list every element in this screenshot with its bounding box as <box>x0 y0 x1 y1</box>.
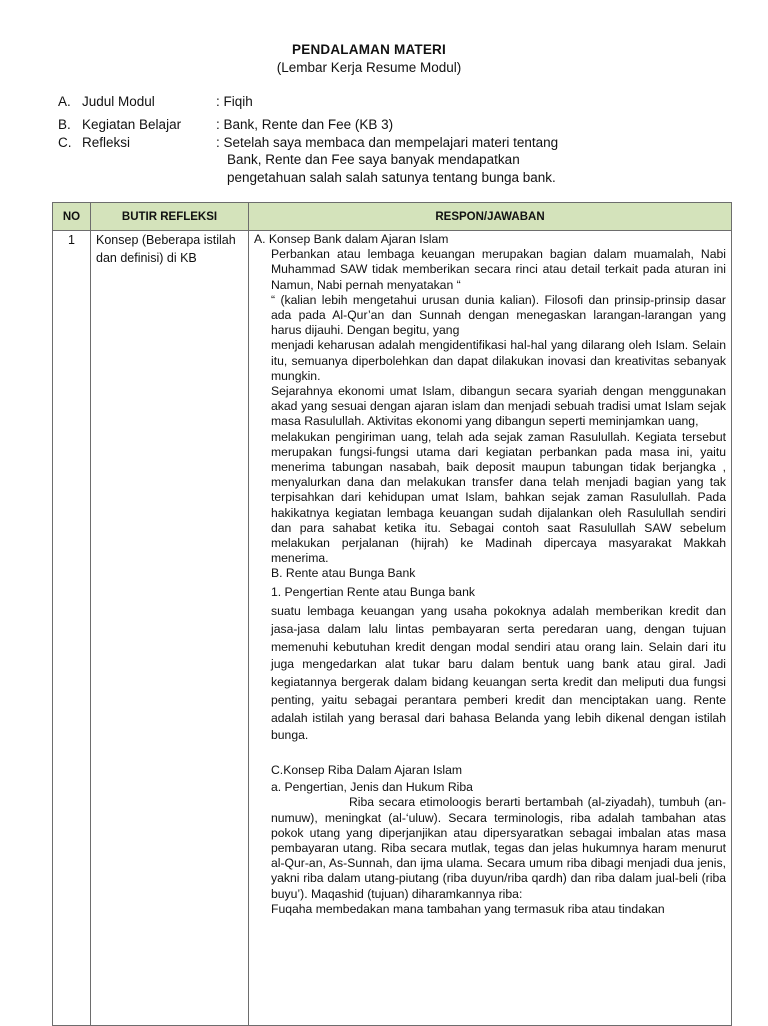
meta-key: C. <box>58 135 72 150</box>
butir-refleksi: Konsep (Beberapa istilah dan definisi) di KB <box>91 231 249 1026</box>
page-subtitle: (Lembar Kerja Resume Modul) <box>276 60 462 75</box>
section-ca-body: Riba secara etimoloogis berarti bertambah (al-ziyadah), tumbuh (an-numuw), meningkat (al-‘uluw). Secara terminologis, riba adalah tambahan atas pokok utang yang diperjanjikan atau dipersyaratkan sebagai imbalan atas masa pembayaran utang. Riba secara mutlak, tegas dan jelas hukumnya haram menurut al-Qur-an, As-Sunnah, dan ijma ulama. Secara umum riba dibagi menjadi dua jenis, yakni riba dalam utang-piutang (riba duyun/riba qardh) dan riba dalam jual-beli (riba buyu’). Maqashid (tujuan) diharamkannya riba: <box>271 795 726 901</box>
section-b-title: B. Rente atau Bunga Bank <box>271 566 416 581</box>
meta-key: B. <box>58 117 71 132</box>
meta-label: Judul Modul <box>82 94 155 109</box>
section-a-para-2: “ (kalian lebih mengetahui urusan dunia kalian). Filosofi dan prinsip-prinsip dasar ada pada Al-Qur’an dan Sunnah dengan menegaskan larangan-larangan yang harus dijauhi. Dengan begitu, yang <box>271 292 726 338</box>
spacer <box>254 745 726 759</box>
table-row <box>53 231 732 1026</box>
section-ca-title: a. Pengertian, Jenis dan Hukum Riba <box>271 780 473 795</box>
table-header-row <box>53 203 732 231</box>
section-c-title: C.Konsep Riba Dalam Ajaran Islam <box>271 763 463 777</box>
meta-label: Kegiatan Belajar <box>82 117 182 132</box>
header-butir: BUTIR REFLEKSI <box>91 203 249 231</box>
reflection-table <box>52 202 732 1026</box>
respon-jawaban <box>249 231 732 1026</box>
meta-refleksi-cont-2: pengetahuan salah salah satunya tentang bunga bank. <box>227 170 556 185</box>
meta-row-kegiatan <box>58 117 678 135</box>
header-no: NO <box>53 203 91 231</box>
meta-value: : Setelah saya membaca dan mempelajari materi tentang <box>216 135 559 150</box>
section-a-title: A. Konsep Bank dalam Ajaran Islam <box>254 232 449 246</box>
section-a-para-5: melakukan pengiriman uang, telah ada sejak zaman Rasulullah. Kegiata tersebut merupakan fungsi-fungsi utama dari kegiatan perbankan pada masa ini, yaitu menerima tabungan nasabah, baik deposit maupun tabungan tidak berjangka , menyalurkan dana dan melakukan transfer dana telah menjadi bagian yang tak terpisahkan dari kehidupan umat Islam, bahkan sejak zaman Rasulullah. Pada hakikatnya kegiatan lembaga keuangan sudah dijalankan oleh Rasulullah sendiri dan para sahabat ketika itu. Sebagai contoh saat Rasulullah SAW sebelum melakukan perjalanan (hijrah) ke Madinah dipercaya masyarakat Makkah menerima. <box>271 429 726 566</box>
meta-label: Refleksi <box>82 135 131 150</box>
meta-refleksi-cont-1: Bank, Rente dan Fee saya banyak mendapatkan <box>227 152 520 167</box>
header-respon: RESPON/JAWABAN <box>249 203 732 231</box>
meta-key: A. <box>58 94 71 109</box>
page-title: PENDALAMAN MATERI <box>292 42 446 57</box>
meta-row-refleksi <box>58 135 698 153</box>
section-ca-last: Fuqaha membedakan mana tambahan yang termasuk riba atau tindakan <box>271 901 665 916</box>
section-a-para-4: Sejarahnya ekonomi umat Islam, dibangun secara syariah dengan menggunakan akad yang sesuai dengan ajaran islam dan menjadi sebuah tradisi umat Islam sejak masa Rasulullah. Aktivitas ekonomi yang dibangun seperti meminjamkan uang, <box>271 384 726 429</box>
meta-value: : Fiqih <box>216 94 253 109</box>
section-b1-title: 1. Pengertian Rente atau Bunga bank <box>271 584 475 599</box>
section-a-para-3: menjadi keharusan adalah mengidentifikasi hal-hal yang dilarang oleh Islam. Selain itu, semuanya diperbolehkan dan dapat dilakukan inovasi dan kreativitas sebanyak mungkin. <box>271 338 726 383</box>
meta-row-judul <box>58 94 658 112</box>
section-b1-body: suatu lembaga keuangan yang usaha pokoknya adalah memberikan kredit dan jasa-jasa dalam lalu lintas pembayaran serta peredaran uang, dengan tujuan memenuhi kebutuhan kredit dengan modal sendiri atau orang lain. Selain dari itu juga mengedarkan alat tukar baru dalam bentuk uang bank atau giral. Jadi kegiatannya bergerak dalam bidang keuangan serta kredit dan meliputi dua fungsi penting, yaitu sebagai perantara pemberi kredit dan menciptakan uang. Rente adalah istilah yang berasal dari bahasa Belanda yang lebih dikenal dengan istilah bunga. <box>271 604 726 743</box>
section-a-para-1: Perbankan atau lembaga keuangan merupakan bagian dalam muamalah, Nabi Muhammad SAW tidak memberikan secara rinci atau detail terkait pada aturan ini Namun, Nabi pernah menyatakan “ <box>271 247 726 292</box>
row-number: 1 <box>53 231 91 1026</box>
meta-value: : Bank, Rente dan Fee (KB 3) <box>216 117 394 132</box>
